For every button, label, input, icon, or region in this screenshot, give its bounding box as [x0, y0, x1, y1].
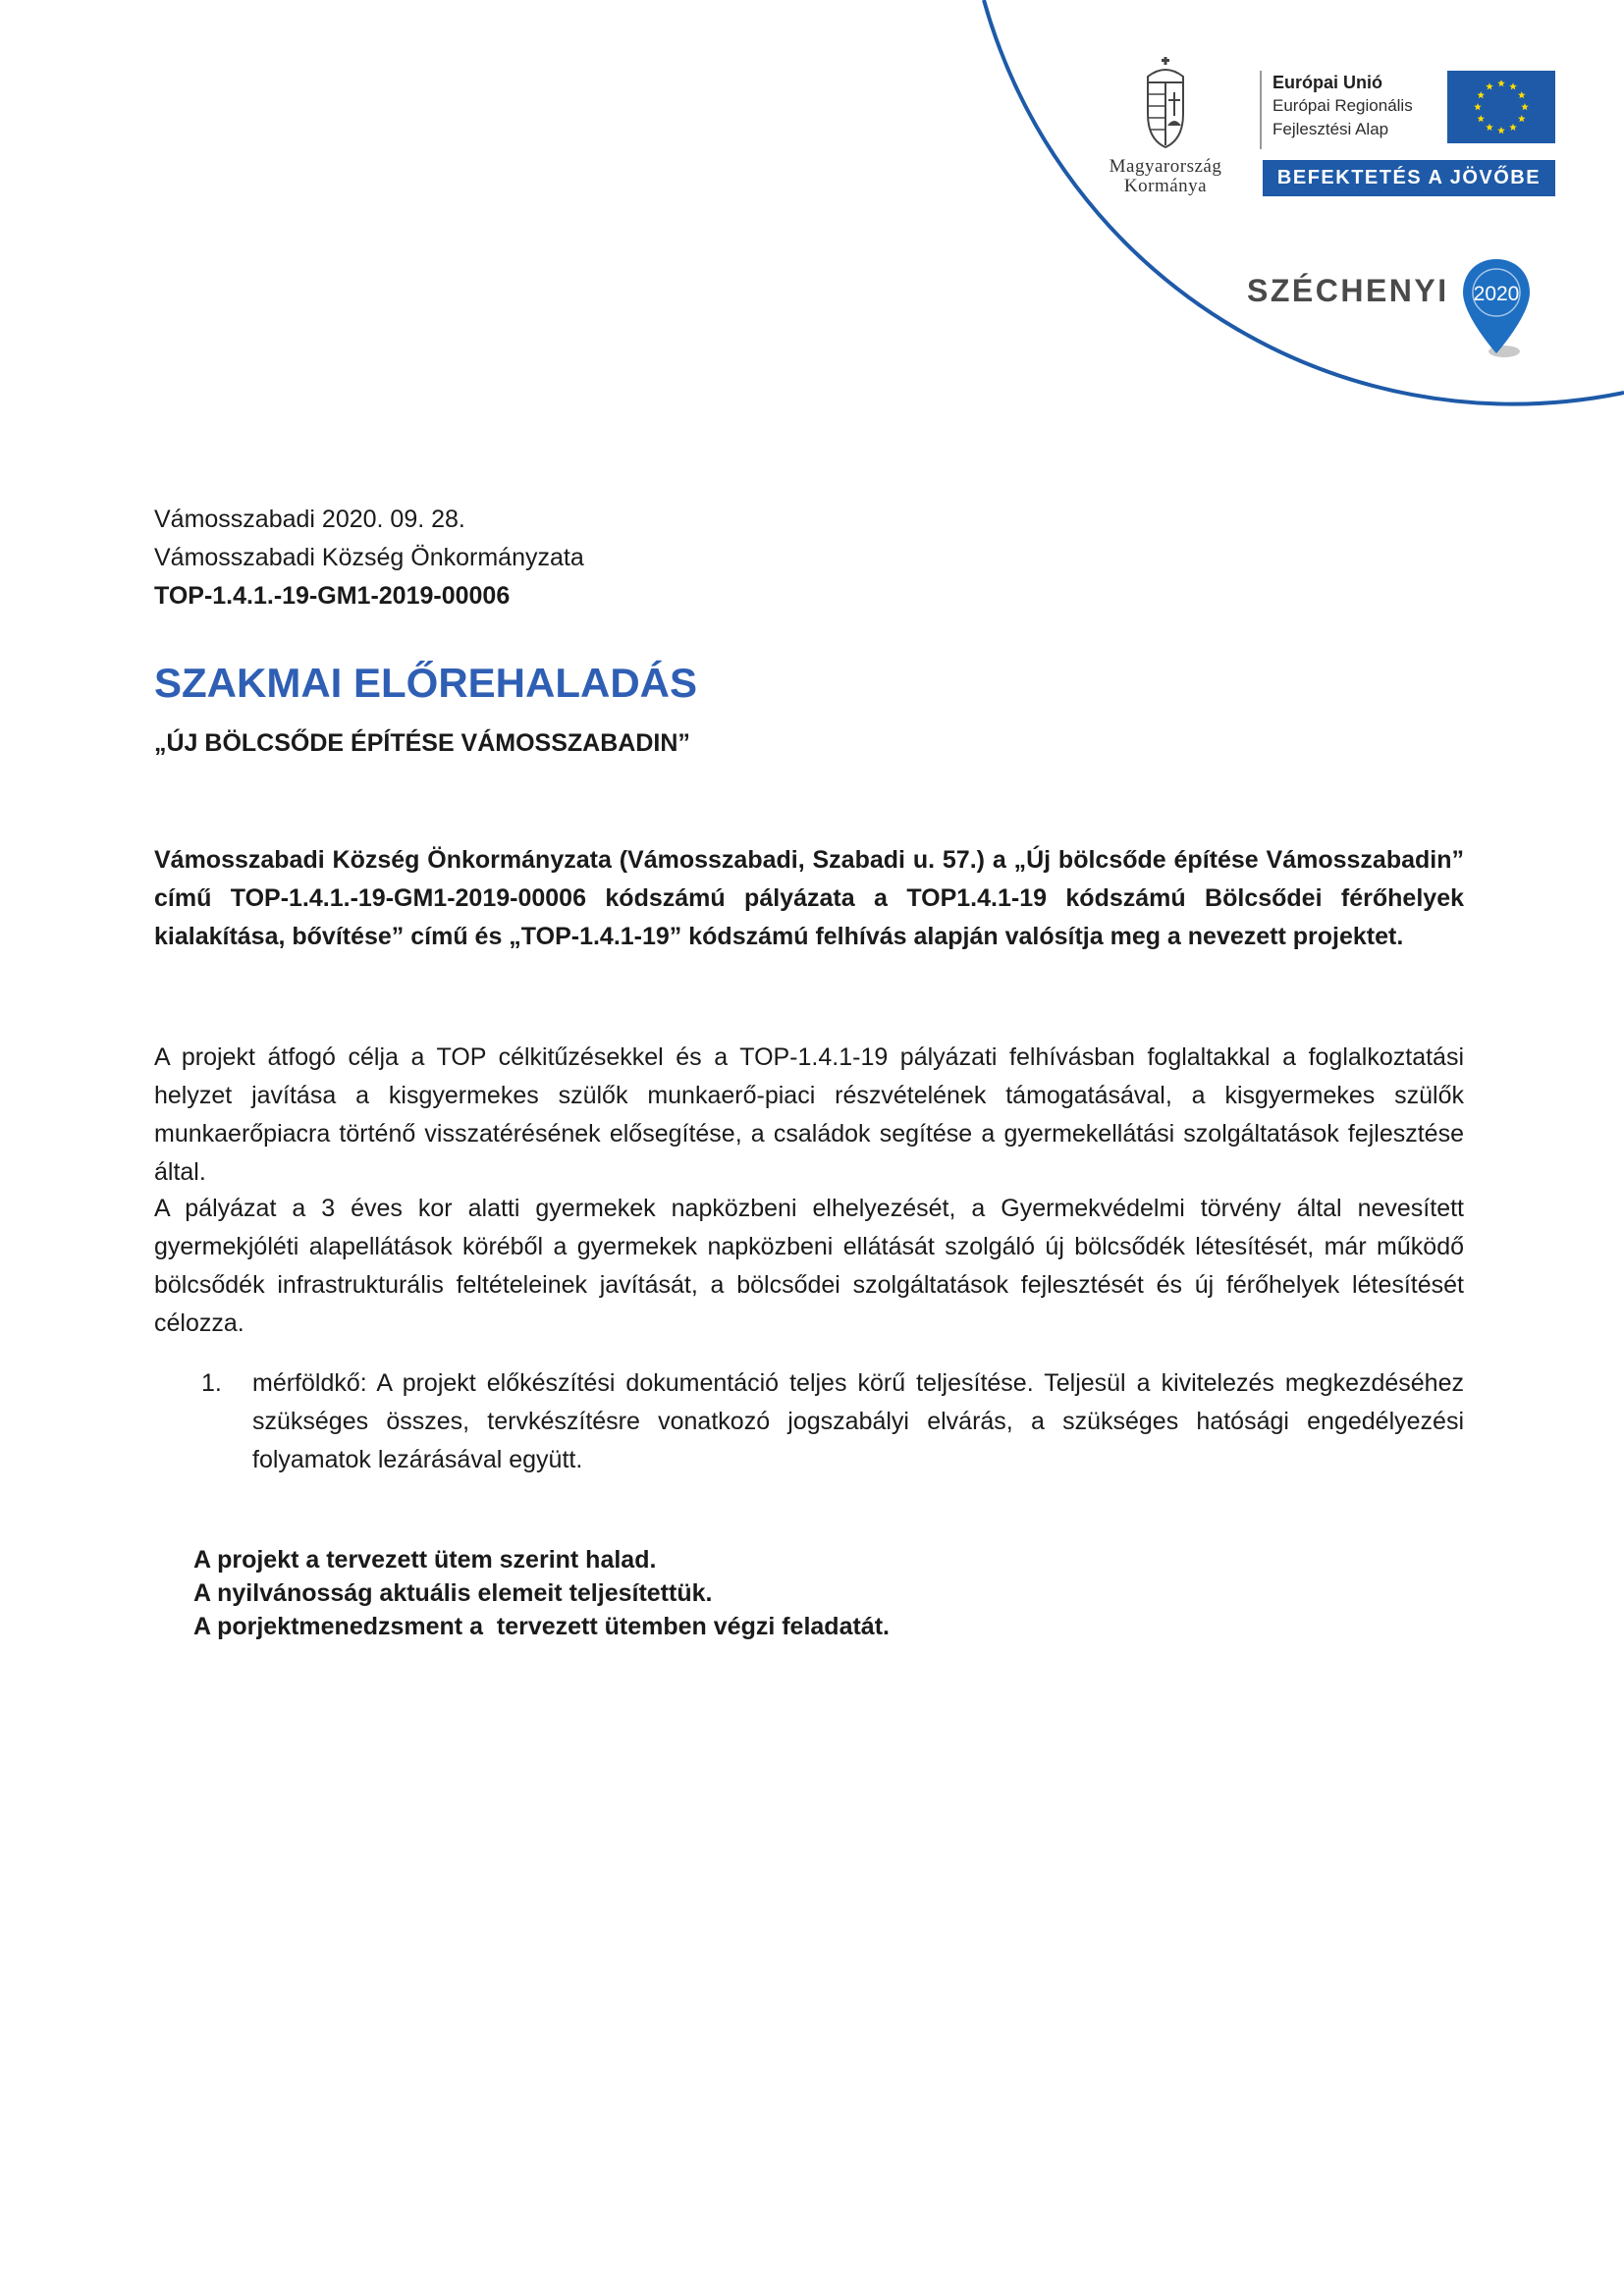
scope-paragraph: A pályázat a 3 éves kor alatti gyermekek napközbeni elhelyezését, a Gyermekvédelmi törvény által nevesített gyermekjóléti alapellátások köréből a gyermekek napközbeni ellátását szolgáló új bölcsődék létesítését, már működő bölcsődék infrastrukturális feltételeinek javítását, a bölcsődei szolgáltatások fejlesztését és új férőhelyek létesítését célozza. [154, 1195, 1464, 1337]
slogan-banner: BEFEKTETÉS A JÖVŐBE [1263, 160, 1555, 196]
organization-name: Vámosszabadi Község Önkormányzata [154, 544, 584, 571]
summary-line-3: A porjektmenedzsment a tervezett ütemben végzi feladatát. [193, 1613, 890, 1640]
hu-gov-line1: Magyarország [1109, 156, 1222, 177]
document-meta [154, 501, 1470, 615]
summary-line-2: A nyilvánosság aktuális elemeit teljesítettük. [193, 1579, 713, 1607]
progress-summary [193, 1543, 890, 1643]
eu-fund-text [1272, 71, 1439, 141]
project-id: TOP-1.4.1.-19-GM1-2019-00006 [154, 582, 511, 610]
document-date: Vámosszabadi 2020. 09. 28. [154, 506, 465, 533]
hungary-government-logo [1092, 57, 1239, 196]
milestone-number: 1. [201, 1369, 222, 1397]
intro-paragraph: Vámosszabadi Község Önkormányzata (Vámosszabadi, Szabadi u. 57.) a „Új bölcsőde építése Vámosszabadin” című TOP-1.4.1.-19-GM1-2019-00006 kódszámú pályázata a TOP1.4.1-19 kódszámú Bölcsődei férőhelyek kialakítása, bővítése” című és „TOP-1.4.1-19” kódszámú felhívás alapján valósítja meg a nevezett projektet. [154, 846, 1464, 950]
milestone-list-item [154, 1364, 1464, 1479]
hu-gov-line2: Kormánya [1123, 176, 1208, 196]
milestone-text: mérföldkő: A projekt előkészítési dokumentáció teljes körű teljesítése. Teljesül a kivitelezés megkezdéséhez szükséges összes, tervkészítésre vonatkozó jogszabályi elvárás, a szükséges hatósági engedélyezési folyamatok lezárásával együtt. [252, 1369, 1464, 1473]
logo-divider [1260, 71, 1262, 149]
header-arc [0, 0, 1624, 461]
eu-fund-line3: Fejlesztési Alap [1272, 120, 1389, 138]
eu-flag-icon [1447, 71, 1555, 143]
szechenyi-2020-pin-icon [1461, 257, 1532, 359]
szechenyi-year: 2020 [1473, 283, 1520, 305]
coat-of-arms-icon [1138, 57, 1193, 151]
eu-title: Európai Unió [1272, 73, 1382, 92]
document-subtitle: „ÚJ BÖLCSŐDE ÉPÍTÉSE VÁMOSSZABADIN” [154, 729, 690, 757]
szechenyi-logo-text: SZÉCHENYI [1247, 273, 1449, 308]
objective-paragraph: A projekt átfogó célja a TOP célkitűzésekkel és a TOP-1.4.1-19 pályázati felhívásban foglaltakkal a foglalkoztatási helyzet javítása a kisgyermekes szülők munkaerő-piaci részvételének támogatásával, a kisgyermekes szülők munkaerőpiacra történő visszatérésének elősegítése, a családok segítése a gyermekellátási szolgáltatások fejlesztése által. [154, 1043, 1464, 1186]
summary-line-1: A projekt a tervezett ütem szerint halad. [193, 1546, 657, 1574]
document-title: SZAKMAI ELŐREHALADÁS [154, 660, 697, 706]
eu-fund-line2: Európai Regionális [1272, 96, 1413, 115]
